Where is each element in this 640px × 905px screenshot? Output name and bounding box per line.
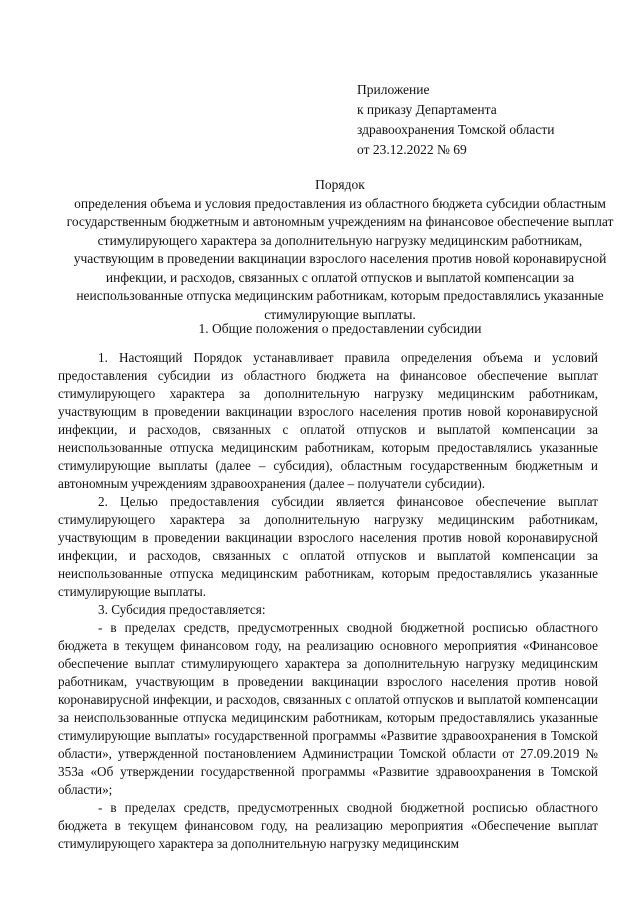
header-line-4: от 23.12.2022 № 69 [357, 142, 467, 157]
header-line-1: Приложение [357, 82, 430, 97]
paragraph-2: 2. Целью предоставления субсидии является финансовое обеспечение выплат стимулирующего характера за дополнительную нагрузку медицинским работникам, участвующим в проведении вакцинации взрослого населения против новой коронавирусной инфекции, и расходов, связанных с оплатой отпусков и выплатой компенсации за неиспользованные отпуска медицинским работникам, которым предоставлялись указанные стимулирующие выплаты. [58, 494, 598, 599]
paragraph-1: 1. Настоящий Порядок устанавливает правила определения объема и условий предоставления субсидии из областного бюджета на финансовое обеспечение выплат стимулирующего характера за дополнительную нагрузку медицинским работникам, участвующим в проведении вакцинации взрослого населения против новой коронавирусной инфекции, и расходов, связанных с оплатой отпусков и выплатой компенсации за неиспользованные отпуска медицинским работникам, которым предоставлялись указанные стимулирующие выплаты (далее – субсидия), областным государственным бюджетным и автономным учреждениям здравоохранения (далее – получатели субсидии). [58, 350, 598, 491]
paragraph-3: 3. Субсидия предоставляется: [98, 602, 266, 617]
paragraph-5: - в пределах средств, предусмотренных сводной бюджетной росписью областного бюджета в текущем финансовом году, на реализацию мероприятия «Обеспечение выплат стимулирующего характера за дополнительную нагрузку медицинским [58, 800, 598, 851]
document-body [58, 349, 598, 853]
header-line-3: здравоохранения Томской области [357, 122, 555, 137]
document-title-block [60, 176, 620, 324]
document-subtitle: определения объема и условия предоставления из областного бюджета субсидии областным государственным бюджетным и автономным учреждениям на финансовое обеспечение выплат стимулирующего характера за дополнительную нагрузку медицинским работникам, участвующим в проведении вакцинации взрослого населения против новой коронавирусной инфекции, и расходов, связанных с оплатой отпусков и выплатой компенсации за неиспользованные отпуска медицинским работникам, которым предоставлялись указанные стимулирующие выплаты. [66, 195, 614, 322]
paragraph-4: - в пределах средств, предусмотренных сводной бюджетной росписью областного бюджета в текущем финансовом году, на реализацию основного мероприятия «Финансовое обеспечение выплат стимулирующего характера за дополнительную нагрузку медицинским работникам, участвующим в проведении вакцинации взрослого населения против новой коронавирусной инфекции, и расходов, связанных с оплатой отпусков и выплатой компенсации за неиспользованные отпуска медицинским работникам, которым предоставлялись указанные стимулирующие выплаты» государственной программы «Развитие здравоохранения в Томской области», утвержденной постановлением Администрации Томской области от 27.09.2019 № 353а «Об утверждении государственной программы «Развитие здравоохранения в Томской области»; [58, 620, 598, 797]
section-heading: 1. Общие положения о предоставлении субсидии [198, 321, 482, 336]
header-line-2: к приказу Департамента [357, 102, 497, 117]
appendix-header [357, 80, 555, 160]
document-title: Порядок [315, 177, 365, 192]
